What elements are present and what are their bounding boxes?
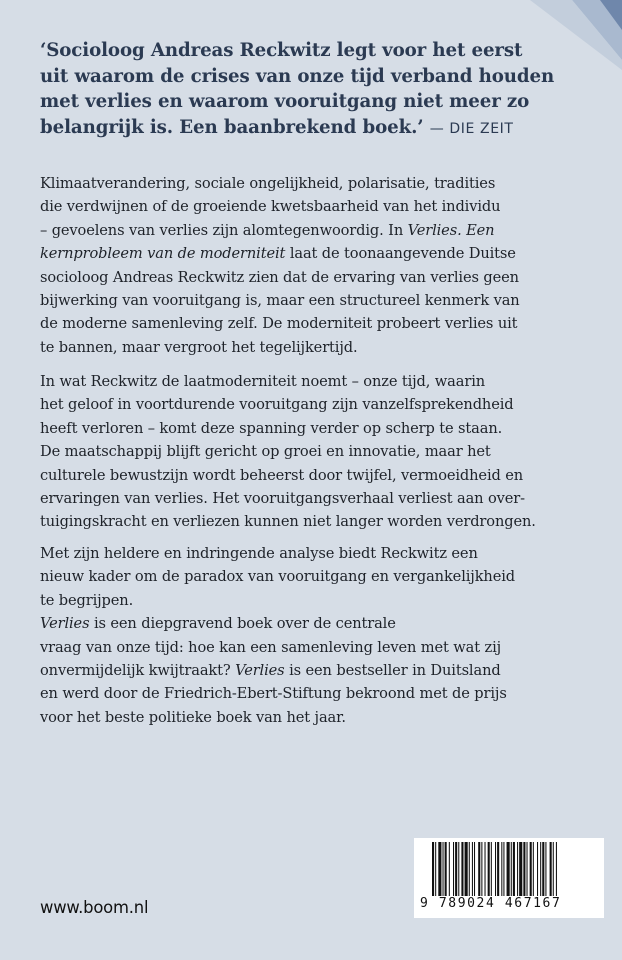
text-line: De maatschappij blijft gericht op groei en innovatie, maar het [40, 443, 491, 461]
barcode-bar [542, 842, 544, 896]
text-line: voor het beste politieke boek van het jaar. [40, 708, 346, 726]
book-title: Verlies [40, 615, 90, 633]
publisher-url: www.boom.nl [40, 898, 149, 917]
barcode-bar [497, 842, 499, 896]
text-line: kernprobleem van de moderniteit laat de toonaangevende Duitse [40, 245, 516, 263]
barcode-bar [474, 842, 475, 896]
barcode-bar [519, 842, 522, 896]
review-quote [40, 38, 600, 142]
text-line: Klimaatverandering, sociale ongelijkheid, polarisatie, tradities [40, 175, 496, 192]
barcode-bar [472, 842, 473, 896]
paragraph-1 [40, 172, 596, 359]
barcode-bar [432, 842, 434, 896]
text-line: onvermijdelijk kwijtraakt? Verlies is een bestseller in Duitsland [40, 662, 501, 680]
barcode-bar [469, 842, 470, 896]
barcode-bar [540, 842, 541, 896]
barcode-bar [527, 842, 528, 896]
text-line: heeft verloren – komt deze spanning verder op scherp te staan. [40, 419, 503, 437]
barcode-bar [553, 842, 554, 896]
barcode-bar [495, 842, 496, 896]
quote-line: met verlies en waarom vooruitgang niet meer zo [40, 91, 530, 112]
text-line: de moderne samenleving zelf. De moderniteit probeert verlies uit [40, 315, 518, 333]
barcode-bar [443, 842, 444, 896]
barcode-bar [511, 842, 512, 896]
quote-line: uit waarom de crises van onze tijd verband houden [40, 65, 555, 87]
barcode-bar [488, 842, 490, 896]
barcode-bar [556, 842, 557, 896]
barcode-bar [517, 842, 518, 896]
barcode-bar [461, 842, 463, 896]
book-title: Verlies. Een [407, 221, 495, 239]
barcode [414, 838, 604, 918]
barcode-bar [491, 842, 492, 896]
barcode-bar [438, 842, 441, 896]
barcode-bar [507, 842, 510, 896]
barcode-bar [503, 842, 504, 896]
quote-source: — DIE ZEIT [429, 120, 514, 137]
text-line: – gevoelens van verlies zijn alomtegenwoordig. In Verlies. Een [40, 221, 495, 239]
text-line: socioloog Andreas Reckwitz zien dat de ervaring van verlies geen [40, 268, 519, 286]
text-line: te bannen, maar vergroot het tegelijkertijd. [40, 338, 358, 356]
book-title: Verlies [235, 662, 285, 680]
barcode-bar [523, 842, 525, 896]
barcode-bar [481, 842, 482, 896]
barcode-bar [550, 842, 552, 896]
barcode-bar [485, 842, 486, 896]
paragraph-2 [40, 370, 596, 534]
barcode-bar [537, 842, 538, 896]
barcode-bar [530, 842, 532, 896]
text-line: vraag van onze tijd: hoe kan een samenleving leven met wat zij [40, 638, 502, 656]
barcode-bar [513, 842, 515, 896]
text-line: het geloof in voortdurende vooruitgang zijn vanzelfsprekendheid [40, 396, 514, 414]
book-title: kernprobleem van de moderniteit [40, 245, 286, 263]
text-line: en werd door de Friedrich-Ebert-Stiftung bekroond met de prijs [40, 685, 507, 703]
text-line: nieuw kader om de paradox van vooruitgang en vergankelijkheid [40, 568, 515, 586]
quote-line: ‘Socioloog Andreas Reckwitz legt voor het eerst [40, 40, 523, 61]
text-line: Verlies is een diepgravend boek over de centrale [40, 615, 396, 633]
barcode-bars [432, 842, 597, 896]
barcode-bar [501, 842, 502, 896]
text-line: Met zijn heldere en indringende analyse biedt Reckwitz een [40, 545, 478, 562]
text-line: tuigingskracht en verliezen kunnen niet langer worden verdrongen. [40, 513, 536, 531]
text-line: te begrijpen. [40, 591, 134, 609]
isbn-number: 9 789024 467167 [420, 896, 562, 911]
text-line: In wat Reckwitz de laatmoderniteit noemt – onze tijd, waarin [40, 373, 486, 390]
barcode-bar [465, 842, 468, 896]
text-line: ervaringen van verlies. Het vooruitgangsverhaal verliest aan over- [40, 490, 525, 508]
barcode-bar [435, 842, 436, 896]
text-line: culturele bewustzijn wordt beheerst door twijfel, vermoeidheid en [40, 466, 524, 484]
barcode-bar [449, 842, 450, 896]
barcode-bar [455, 842, 457, 896]
barcode-bar [445, 842, 447, 896]
barcode-bar [478, 842, 480, 896]
paragraph-3 [40, 542, 596, 729]
quote-line: belangrijk is. Een baanbrekend boek.’ — DIE ZEIT [40, 116, 514, 138]
barcode-bar [458, 842, 459, 896]
barcode-bar [545, 842, 546, 896]
text-line: bijwerking van vooruitgang is, maar een structureel kenmerk van [40, 292, 520, 310]
barcode-bar [453, 842, 454, 896]
barcode-bar [533, 842, 534, 896]
text-line: die verdwijnen of de groeiende kwetsbaarheid van het individu [40, 198, 501, 216]
